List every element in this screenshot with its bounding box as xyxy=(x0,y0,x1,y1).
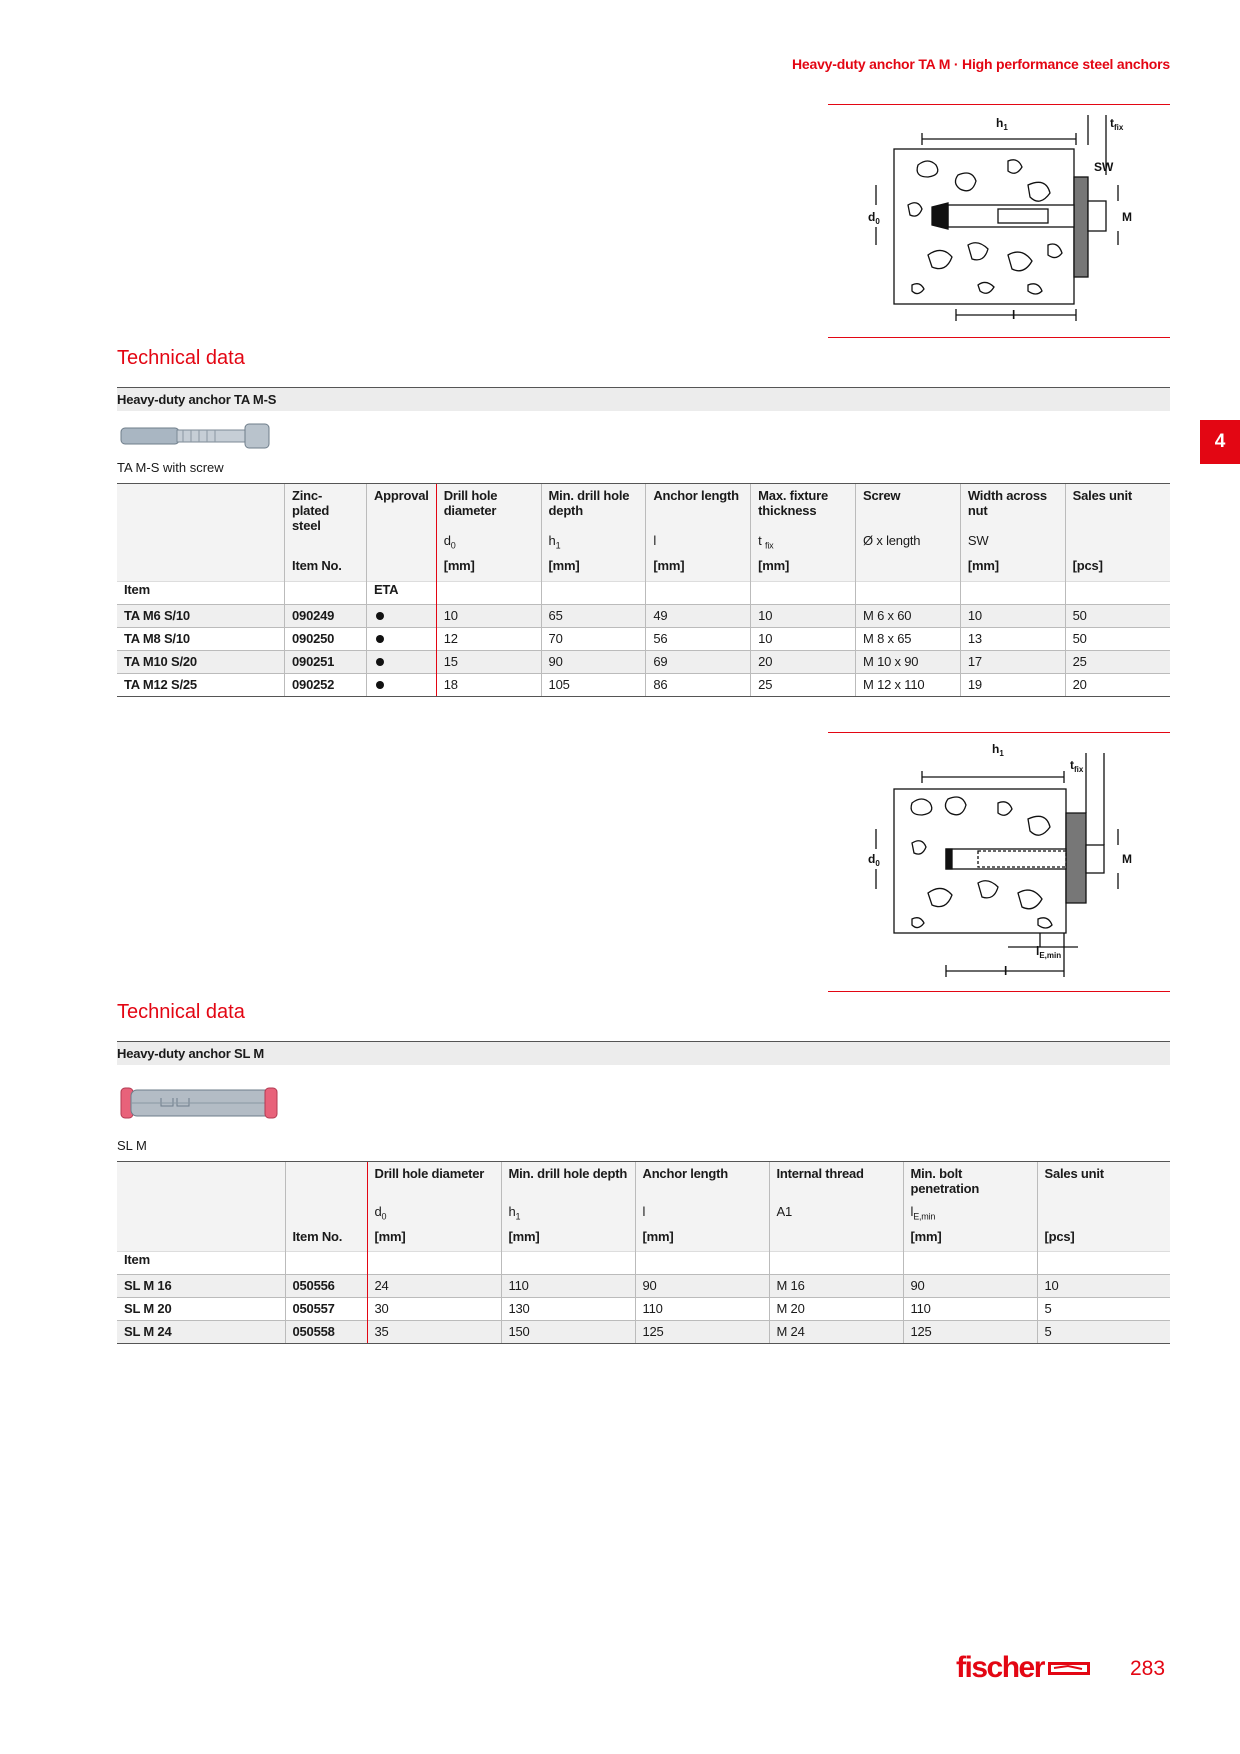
table-cell: 18 xyxy=(436,673,541,696)
table-cell: 13 xyxy=(960,627,1065,650)
item-label: Item xyxy=(117,1252,285,1275)
table-cell: M 24 xyxy=(769,1321,903,1344)
brand-flag-icon xyxy=(1048,1658,1092,1678)
product-caption: SL M xyxy=(117,1138,147,1153)
label-le-min: $l_{E,min}$ xyxy=(1036,944,1062,960)
table-row xyxy=(117,650,1170,673)
table-cell: M 6 x 60 xyxy=(856,604,961,627)
table-header-cell xyxy=(117,1204,285,1229)
table-cell: SL M 20 xyxy=(117,1298,285,1321)
product-caption: TA M-S with screw xyxy=(117,460,224,475)
table-header-cell xyxy=(1037,1204,1170,1229)
table-cell: M 12 x 110 xyxy=(856,673,961,696)
table-cell xyxy=(366,673,436,696)
table-header-cell xyxy=(436,581,541,604)
table-cell: 90 xyxy=(635,1275,769,1298)
table-cell: 090249 xyxy=(285,604,367,627)
table-cell: M 8 x 65 xyxy=(856,627,961,650)
table-cell: 110 xyxy=(903,1298,1037,1321)
table-cell: 10 xyxy=(960,604,1065,627)
unit-pcs: [pcs] xyxy=(1037,1229,1170,1252)
ta-m-s-product-image xyxy=(117,418,287,459)
header-max-fixture: Max. fixture thickness xyxy=(751,484,856,534)
table-header-cell xyxy=(635,1252,769,1275)
header-empty xyxy=(117,484,285,534)
symbol-l: l xyxy=(646,533,751,558)
symbol-screw: Ø x length xyxy=(856,533,961,558)
header-internal-thread: Internal thread xyxy=(769,1162,903,1204)
symbol-sw: SW xyxy=(960,533,1065,558)
table-header-cell xyxy=(769,1252,903,1275)
hex-nut xyxy=(1088,201,1106,231)
header-bolt-penetration: Min. bolt penetration xyxy=(903,1162,1037,1204)
table-cell xyxy=(366,650,436,673)
symbol-h1: $h_1$ xyxy=(541,533,646,558)
table-cell: 50 xyxy=(1065,627,1170,650)
chapter-tab[interactable]: 4 xyxy=(1200,420,1240,464)
table-cell: 35 xyxy=(367,1321,501,1344)
table-cell: 125 xyxy=(903,1321,1037,1344)
table-header-cell xyxy=(285,1162,367,1204)
table-cell: TA M8 S/10 xyxy=(117,627,285,650)
label-l: l xyxy=(1012,308,1016,322)
label-d0: $d_0$ xyxy=(868,210,880,226)
table-header-cell xyxy=(366,558,436,581)
table-cell: 24 xyxy=(367,1275,501,1298)
unit-item-no: Item No. xyxy=(285,1229,367,1252)
table-cell: 090252 xyxy=(285,673,367,696)
table-header-cell xyxy=(285,581,367,604)
table-cell: M 10 x 90 xyxy=(856,650,961,673)
header-anchor-length: Anchor length xyxy=(635,1162,769,1204)
table-header-cell xyxy=(367,1252,501,1275)
table-cell: 56 xyxy=(646,627,751,650)
symbol-d0: $d_0$ xyxy=(367,1204,501,1229)
table-row xyxy=(117,604,1170,627)
table-row xyxy=(117,1321,1170,1344)
table-cell: 105 xyxy=(541,673,646,696)
header-approval: Approval xyxy=(366,484,436,534)
label-h1: $h_1$ xyxy=(992,742,1004,758)
ta-m-drawing xyxy=(828,105,1170,335)
header-drill-diameter: Drill hole diameter xyxy=(367,1162,501,1204)
header-sales-unit: Sales unit xyxy=(1037,1162,1170,1204)
label-tfix: $t_{fix}$ xyxy=(1070,758,1084,774)
approval-dot xyxy=(376,635,384,643)
table-cell xyxy=(366,604,436,627)
table-cell: 110 xyxy=(635,1298,769,1321)
table-header-cell xyxy=(646,581,751,604)
table-cell: 10 xyxy=(436,604,541,627)
table-cell: 86 xyxy=(646,673,751,696)
table-cell: 19 xyxy=(960,673,1065,696)
fischer-logo xyxy=(956,1651,1092,1685)
label-m: M xyxy=(1122,210,1132,224)
table-cell: 20 xyxy=(751,650,856,673)
table-cell: 10 xyxy=(1037,1275,1170,1298)
header-min-depth: Min. drill hole depth xyxy=(501,1162,635,1204)
table-header-cell xyxy=(501,1252,635,1275)
header-drill-diameter: Drill hole diameter xyxy=(436,484,541,534)
table-cell: SL M 24 xyxy=(117,1321,285,1344)
product-name-bar: Heavy-duty anchor TA M-S xyxy=(117,387,1170,411)
symbol-tfix: t $_{fix}$ xyxy=(751,533,856,558)
table-cell: 5 xyxy=(1037,1298,1170,1321)
unit-item-no: Item No. xyxy=(285,558,367,581)
table-header-cell xyxy=(1037,1252,1170,1275)
symbol-h1: $h_1$ xyxy=(501,1204,635,1229)
table-row xyxy=(117,1275,1170,1298)
symbol-le-min: $l_{E,min}$ xyxy=(903,1204,1037,1229)
header-width-nut: Width across nut xyxy=(960,484,1065,534)
table-cell: TA M12 S/25 xyxy=(117,673,285,696)
page-number: 283 xyxy=(1130,1657,1166,1680)
table-cell xyxy=(366,627,436,650)
approval-dot xyxy=(376,658,384,666)
section-title: Technical data xyxy=(117,347,245,369)
table-cell: 69 xyxy=(646,650,751,673)
anchor-sleeve xyxy=(948,205,1074,227)
table-cell: 125 xyxy=(635,1321,769,1344)
table-cell: 90 xyxy=(903,1275,1037,1298)
unit-mm: [mm] xyxy=(751,558,856,581)
header-anchor-length: Anchor length xyxy=(646,484,751,534)
header-screw: Screw xyxy=(856,484,961,534)
table-cell: 20 xyxy=(1065,673,1170,696)
table-cell: 10 xyxy=(751,604,856,627)
table-header-cell xyxy=(117,1229,285,1252)
anchor-sleeve xyxy=(946,849,1066,869)
hex-nut xyxy=(1086,845,1104,873)
table-row xyxy=(117,1298,1170,1321)
table-cell: 050558 xyxy=(285,1321,367,1344)
table-row xyxy=(117,627,1170,650)
brand-wordmark: fischer xyxy=(956,1651,1044,1684)
table-cell: 090251 xyxy=(285,650,367,673)
label-sw: SW xyxy=(1094,160,1114,174)
unit-mm: [mm] xyxy=(436,558,541,581)
table-cell: 5 xyxy=(1037,1321,1170,1344)
table-cell: SL M 16 xyxy=(117,1275,285,1298)
installation-diagram-sl-m xyxy=(828,732,1170,992)
table-cell: 090250 xyxy=(285,627,367,650)
table-cell: 110 xyxy=(501,1275,635,1298)
header-zinc: Zinc-plated steel xyxy=(285,484,367,534)
page-header-title: Heavy-duty anchor TA M · High performance steel anchors xyxy=(792,56,1170,72)
label-d0: $d_0$ xyxy=(868,852,880,868)
table-header-cell xyxy=(117,558,285,581)
item-label: Item xyxy=(117,581,285,604)
symbol-l: l xyxy=(635,1204,769,1229)
table-cell: 25 xyxy=(1065,650,1170,673)
approval-dot xyxy=(376,612,384,620)
label-h1: $h_1$ xyxy=(996,116,1008,132)
table-cell: 90 xyxy=(541,650,646,673)
table-cell: 50 xyxy=(1065,604,1170,627)
table-cell: TA M10 S/20 xyxy=(117,650,285,673)
label-l: l xyxy=(1004,964,1008,978)
approval-eta: ETA xyxy=(366,581,436,604)
table-cell: 65 xyxy=(541,604,646,627)
table-header-cell xyxy=(1065,581,1170,604)
header-sales-unit: Sales unit xyxy=(1065,484,1170,534)
table-header-cell xyxy=(117,533,285,558)
symbol-d0: $d_0$ xyxy=(436,533,541,558)
table-row xyxy=(117,673,1170,696)
technical-data-table-sl-m xyxy=(117,1161,1170,1344)
table-cell: 17 xyxy=(960,650,1065,673)
approval-dot xyxy=(376,681,384,689)
header-min-depth: Min. drill hole depth xyxy=(541,484,646,534)
sl-m-drawing xyxy=(828,733,1170,989)
table-cell: 10 xyxy=(751,627,856,650)
unit-mm: [mm] xyxy=(367,1229,501,1252)
unit-mm: [mm] xyxy=(635,1229,769,1252)
unit-mm: [mm] xyxy=(501,1229,635,1252)
table-header-cell xyxy=(751,581,856,604)
table-cell: 150 xyxy=(501,1321,635,1344)
table-header-cell xyxy=(285,1252,367,1275)
table-cell: 49 xyxy=(646,604,751,627)
table-header-cell xyxy=(117,1162,285,1204)
table-cell: TA M6 S/10 xyxy=(117,604,285,627)
table-header-cell xyxy=(541,581,646,604)
table-cell: 70 xyxy=(541,627,646,650)
installation-diagram-ta-m xyxy=(828,104,1170,338)
sl-m-product-image xyxy=(117,1078,287,1135)
table-header-cell xyxy=(285,1204,367,1229)
table-header-cell xyxy=(856,581,961,604)
table-header-cell xyxy=(1065,533,1170,558)
table-header-cell xyxy=(960,581,1065,604)
unit-mm: [mm] xyxy=(541,558,646,581)
table-cell: M 20 xyxy=(769,1298,903,1321)
unit-mm: [mm] xyxy=(646,558,751,581)
table-cell: 050557 xyxy=(285,1298,367,1321)
unit-mm: [mm] xyxy=(960,558,1065,581)
table-cell: 30 xyxy=(367,1298,501,1321)
table-header-cell xyxy=(366,533,436,558)
technical-data-table-ta-m-s xyxy=(117,483,1170,697)
table-cell: 050556 xyxy=(285,1275,367,1298)
table-cell: 25 xyxy=(751,673,856,696)
fixture-plate xyxy=(1066,813,1086,903)
table-header-cell xyxy=(769,1229,903,1252)
table-header-cell xyxy=(285,533,367,558)
fixture-plate xyxy=(1074,177,1088,277)
product-name-bar: Heavy-duty anchor SL M xyxy=(117,1041,1170,1065)
table-cell: M 16 xyxy=(769,1275,903,1298)
unit-mm: [mm] xyxy=(903,1229,1037,1252)
table-cell: 12 xyxy=(436,627,541,650)
section-title: Technical data xyxy=(117,1001,245,1023)
symbol-a1: A1 xyxy=(769,1204,903,1229)
table-header-cell xyxy=(903,1252,1037,1275)
label-tfix: $t_{fix}$ xyxy=(1110,116,1124,132)
table-cell: 15 xyxy=(436,650,541,673)
unit-pcs: [pcs] xyxy=(1065,558,1170,581)
table-header-cell xyxy=(856,558,961,581)
table-cell: 130 xyxy=(501,1298,635,1321)
label-m: M xyxy=(1122,852,1132,866)
